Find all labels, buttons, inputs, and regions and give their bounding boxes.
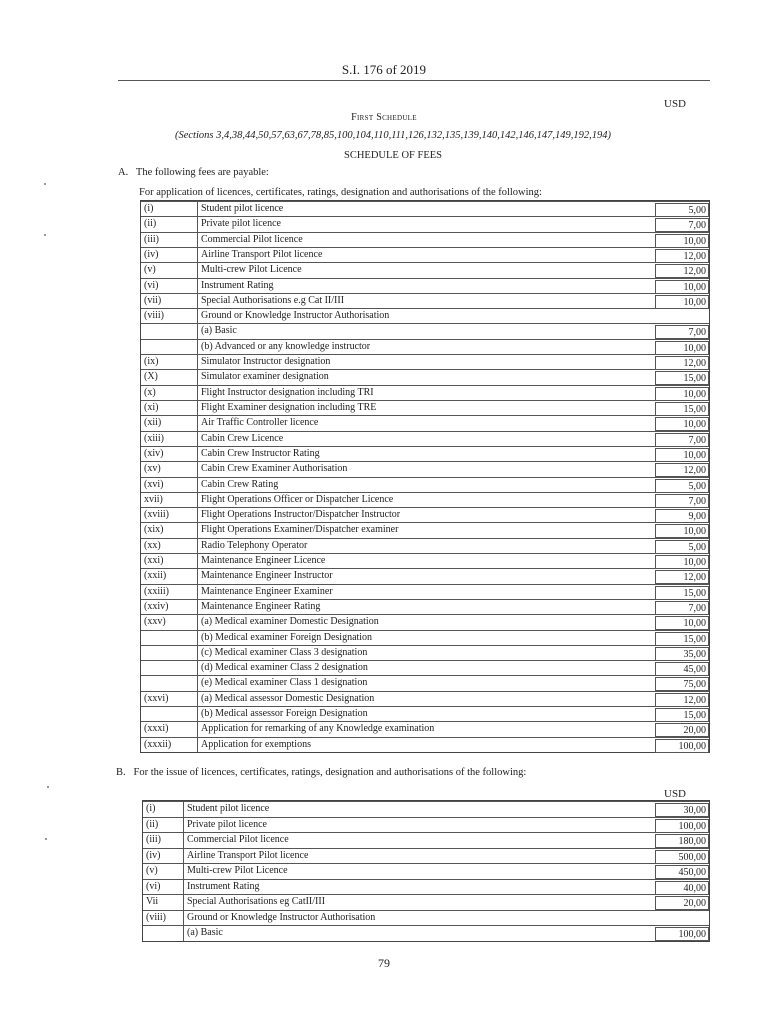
row-number: (xi) bbox=[144, 401, 159, 413]
fee-cell: 100,00 bbox=[655, 927, 709, 941]
fee-cell: 15,00 bbox=[655, 708, 709, 722]
row-number: (xxi) bbox=[144, 555, 164, 567]
table-row bbox=[141, 339, 709, 355]
row-description: (a) Basic bbox=[201, 325, 237, 337]
row-number: (xxxi) bbox=[144, 723, 169, 735]
fee-cell: 12,00 bbox=[655, 264, 709, 278]
fee-cell: 40,00 bbox=[655, 881, 709, 895]
section-b-text: For the issue of licences, certificates, ratings, designation and authorisations of the following: bbox=[133, 767, 527, 778]
fee-cell: 9,00 bbox=[655, 509, 709, 523]
row-description: Flight Operations Instructor/Dispatcher Instructor bbox=[201, 509, 401, 521]
table-row bbox=[141, 216, 709, 232]
row-number: (xxvi) bbox=[144, 692, 169, 704]
table-row bbox=[141, 522, 709, 538]
row-description: Commercial Pilot licence bbox=[187, 834, 289, 846]
row-description: Radio Telephony Operator bbox=[201, 539, 308, 551]
table-row bbox=[141, 538, 709, 554]
row-number: (i) bbox=[146, 803, 156, 814]
fee-cell: 7,00 bbox=[655, 494, 709, 508]
table-row bbox=[141, 323, 709, 339]
table-a-intro: For application of licences, certificates, ratings, designation and authorisations of the following: bbox=[139, 187, 542, 198]
row-description: Application for remarking of any Knowledge examination bbox=[201, 723, 435, 735]
fee-cell: 5,00 bbox=[655, 203, 709, 217]
row-number: (viii) bbox=[144, 310, 164, 322]
row-number: (xviii) bbox=[144, 509, 169, 521]
row-description: (b) Medical examiner Foreign Designation bbox=[201, 631, 373, 643]
fee-cell: 5,00 bbox=[655, 479, 709, 493]
fee-cell: 100,00 bbox=[655, 819, 709, 833]
fee-cell: 75,00 bbox=[655, 677, 709, 691]
row-number: (vi) bbox=[146, 880, 161, 892]
table-row bbox=[141, 614, 709, 630]
row-number: (iii) bbox=[144, 233, 159, 245]
table-row bbox=[141, 278, 709, 294]
scan-speck bbox=[44, 234, 46, 236]
row-description: Airline Transport Pilot licence bbox=[187, 849, 309, 861]
row-description: Flight Instructor designation including TRI bbox=[201, 386, 374, 398]
row-description: Special Authorisations e.g Cat II/III bbox=[201, 294, 345, 306]
table-row bbox=[143, 894, 709, 911]
table-row bbox=[141, 675, 709, 691]
fee-cell: 30,00 bbox=[655, 803, 709, 817]
fee-cell: 180,00 bbox=[655, 834, 709, 848]
fee-cell: 20,00 bbox=[655, 896, 709, 910]
fee-cell: 35,00 bbox=[655, 647, 709, 661]
row-description: Special Authorisations eg CatII/III bbox=[187, 896, 326, 908]
row-description: Flight Operations Examiner/Dispatcher examiner bbox=[201, 524, 399, 536]
table-row bbox=[141, 400, 709, 416]
fee-cell: 7,00 bbox=[655, 601, 709, 615]
fee-cell: 10,00 bbox=[655, 387, 709, 401]
section-a-text: The following fees are payable: bbox=[135, 167, 269, 178]
row-description: Maintenance Engineer Instructor bbox=[201, 570, 333, 582]
row-description: Maintenance Engineer Examiner bbox=[201, 585, 333, 597]
fee-cell: 15,00 bbox=[655, 371, 709, 385]
table-row bbox=[141, 507, 709, 523]
sections-reference: (Sections 3,4,38,44,50,57,63,67,78,85,100,104,110,111,126,132,135,139,140,142,146,147,149,192,194) bbox=[174, 130, 612, 141]
row-number: (ii) bbox=[144, 218, 157, 230]
row-description: (c) Medical examiner Class 3 designation bbox=[201, 646, 368, 658]
fee-cell: 15,00 bbox=[655, 632, 709, 646]
row-number: (xxii) bbox=[144, 570, 167, 582]
table-row bbox=[143, 879, 709, 896]
table-row bbox=[141, 293, 709, 309]
fee-cell: 7,00 bbox=[655, 325, 709, 339]
scan-speck bbox=[44, 183, 46, 185]
row-number: (xxxii) bbox=[144, 738, 172, 750]
row-description: (b) Advanced or any knowledge instructor bbox=[201, 340, 371, 352]
row-description: Airline Transport Pilot licence bbox=[201, 248, 323, 260]
row-description: Ground or Knowledge Instructor Authorisation bbox=[187, 911, 376, 923]
table-row bbox=[143, 817, 709, 834]
table-row bbox=[141, 415, 709, 431]
section-a-label: A. bbox=[118, 167, 129, 178]
row-description: (e) Medical examiner Class 1 designation bbox=[201, 677, 368, 689]
row-description: (a) Medical assessor Domestic Designation bbox=[201, 692, 375, 704]
table-row bbox=[141, 660, 709, 676]
page-header: S.I. 176 of 2019 bbox=[341, 62, 427, 77]
row-description: Cabin Crew Instructor Rating bbox=[201, 447, 320, 459]
table-row bbox=[141, 431, 709, 447]
row-description: (b) Medical assessor Foreign Designation bbox=[201, 708, 368, 720]
fee-cell: 15,00 bbox=[655, 586, 709, 600]
row-description: Cabin Crew Licence bbox=[201, 432, 284, 444]
row-description: Cabin Crew Examiner Authorisation bbox=[201, 463, 348, 475]
fee-cell: 10,00 bbox=[655, 555, 709, 569]
table-row bbox=[141, 446, 709, 462]
fee-cell: 10,00 bbox=[655, 295, 709, 309]
table-row bbox=[141, 706, 709, 722]
scan-speck bbox=[47, 786, 49, 788]
row-description: Instrument Rating bbox=[187, 880, 260, 892]
table-row bbox=[141, 247, 709, 263]
fee-cell: 12,00 bbox=[655, 356, 709, 370]
fee-cell: 10,00 bbox=[655, 280, 709, 294]
currency-label-b: USD bbox=[664, 788, 687, 800]
fee-cell: 12,00 bbox=[655, 249, 709, 263]
row-description: Flight Examiner designation including TRE bbox=[201, 401, 377, 413]
fee-cell: 20,00 bbox=[655, 723, 709, 737]
header-rule bbox=[118, 80, 710, 81]
row-description: Instrument Rating bbox=[201, 279, 274, 291]
row-number: (xv) bbox=[144, 463, 161, 475]
table-row bbox=[141, 354, 709, 370]
row-description: Flight Operations Officer or Dispatcher Licence bbox=[201, 493, 394, 505]
row-number: (x) bbox=[144, 386, 156, 398]
row-number: (ii) bbox=[146, 818, 159, 830]
table-row bbox=[141, 599, 709, 615]
fee-cell: 45,00 bbox=[655, 662, 709, 676]
fee-cell: 12,00 bbox=[655, 570, 709, 584]
row-number: (xiv) bbox=[144, 447, 164, 459]
row-number: (vi) bbox=[144, 279, 159, 291]
table-row bbox=[141, 553, 709, 569]
row-description: Commercial Pilot licence bbox=[201, 233, 303, 245]
fee-cell: 7,00 bbox=[655, 433, 709, 447]
row-description: Air Traffic Controller licence bbox=[201, 417, 319, 429]
row-number: (iv) bbox=[146, 849, 161, 861]
row-description: Simulator Instructor designation bbox=[201, 356, 331, 368]
row-description: Simulator examiner designation bbox=[201, 371, 329, 383]
table-row bbox=[141, 385, 709, 401]
table-row bbox=[141, 201, 709, 217]
table-row bbox=[143, 863, 709, 880]
row-number: (xii) bbox=[144, 417, 162, 429]
row-number: (xxiii) bbox=[144, 585, 169, 597]
row-number: (xxiv) bbox=[144, 600, 169, 612]
fee-cell: 10,00 bbox=[655, 234, 709, 248]
row-description: Maintenance Engineer Licence bbox=[201, 555, 326, 567]
table-row bbox=[141, 737, 709, 753]
section-b-label: B. bbox=[116, 767, 126, 778]
fee-cell: 10,00 bbox=[655, 616, 709, 630]
row-number: (viii) bbox=[146, 911, 166, 923]
row-number: (xvi) bbox=[144, 478, 164, 490]
row-number: (vii) bbox=[144, 294, 162, 306]
row-number: (i) bbox=[144, 203, 154, 214]
table-row bbox=[143, 848, 709, 865]
fee-table-b bbox=[142, 800, 710, 942]
row-number: (xiii) bbox=[144, 432, 164, 444]
fee-cell: 100,00 bbox=[655, 739, 709, 753]
table-row bbox=[141, 232, 709, 248]
fee-cell: 450,00 bbox=[655, 865, 709, 879]
table-row bbox=[141, 645, 709, 661]
row-description: Maintenance Engineer Rating bbox=[201, 600, 321, 612]
page-number: 79 bbox=[378, 956, 390, 970]
fee-table-a bbox=[140, 200, 710, 753]
row-description: Application for exemptions bbox=[201, 738, 311, 750]
table-row bbox=[141, 262, 709, 278]
table-row bbox=[141, 568, 709, 584]
row-description: (a) Basic bbox=[187, 927, 223, 939]
section-a-heading bbox=[118, 167, 269, 178]
row-description: (d) Medical examiner Class 2 designation bbox=[201, 662, 368, 674]
row-number: (xx) bbox=[144, 539, 161, 551]
fee-cell: 12,00 bbox=[655, 693, 709, 707]
row-description: Multi-crew Pilot Licence bbox=[201, 264, 302, 276]
fee-cell: 15,00 bbox=[655, 402, 709, 416]
row-description: Ground or Knowledge Instructor Authorisation bbox=[201, 310, 390, 322]
table-row bbox=[143, 925, 709, 942]
fee-cell: 500,00 bbox=[655, 850, 709, 864]
row-description: Student pilot licence bbox=[201, 203, 284, 214]
table-row bbox=[143, 801, 709, 818]
table-row bbox=[141, 369, 709, 385]
row-description: Private pilot licence bbox=[201, 218, 281, 230]
table-row bbox=[141, 492, 709, 508]
row-description: Student pilot licence bbox=[187, 803, 270, 814]
table-row bbox=[141, 721, 709, 737]
row-number: xvii) bbox=[144, 493, 163, 505]
table-row bbox=[141, 308, 709, 324]
row-description: Cabin Crew Rating bbox=[201, 478, 279, 490]
currency-label-a: USD bbox=[664, 98, 687, 110]
fee-cell: 5,00 bbox=[655, 540, 709, 554]
table-row bbox=[143, 832, 709, 849]
schedule-title: First Schedule bbox=[351, 112, 417, 123]
table-row bbox=[141, 477, 709, 493]
fees-title: SCHEDULE OF FEES bbox=[343, 150, 442, 161]
table-row bbox=[143, 910, 709, 927]
fee-cell: 10,00 bbox=[655, 448, 709, 462]
row-number: (iv) bbox=[144, 248, 159, 260]
row-number: (iii) bbox=[146, 834, 161, 846]
scan-speck bbox=[45, 838, 47, 840]
table-row bbox=[141, 584, 709, 600]
table-row bbox=[141, 630, 709, 646]
row-number: (v) bbox=[144, 264, 156, 276]
row-description: (a) Medical examiner Domestic Designation bbox=[201, 616, 379, 628]
section-b-heading bbox=[116, 767, 526, 778]
fee-cell: 7,00 bbox=[655, 218, 709, 232]
row-description: Private pilot licence bbox=[187, 818, 267, 830]
row-number: (xxv) bbox=[144, 616, 166, 628]
fee-cell: 10,00 bbox=[655, 417, 709, 431]
row-number: (xix) bbox=[144, 524, 164, 536]
table-row bbox=[141, 691, 709, 707]
fee-cell: 10,00 bbox=[655, 341, 709, 355]
table-row bbox=[141, 461, 709, 477]
row-number: Vii bbox=[146, 896, 159, 908]
row-number: (ix) bbox=[144, 356, 159, 368]
row-description: Multi-crew Pilot Licence bbox=[187, 865, 288, 877]
fee-cell: 12,00 bbox=[655, 463, 709, 477]
row-number: (X) bbox=[144, 371, 158, 383]
row-number: (v) bbox=[146, 865, 158, 877]
fee-cell: 10,00 bbox=[655, 524, 709, 538]
